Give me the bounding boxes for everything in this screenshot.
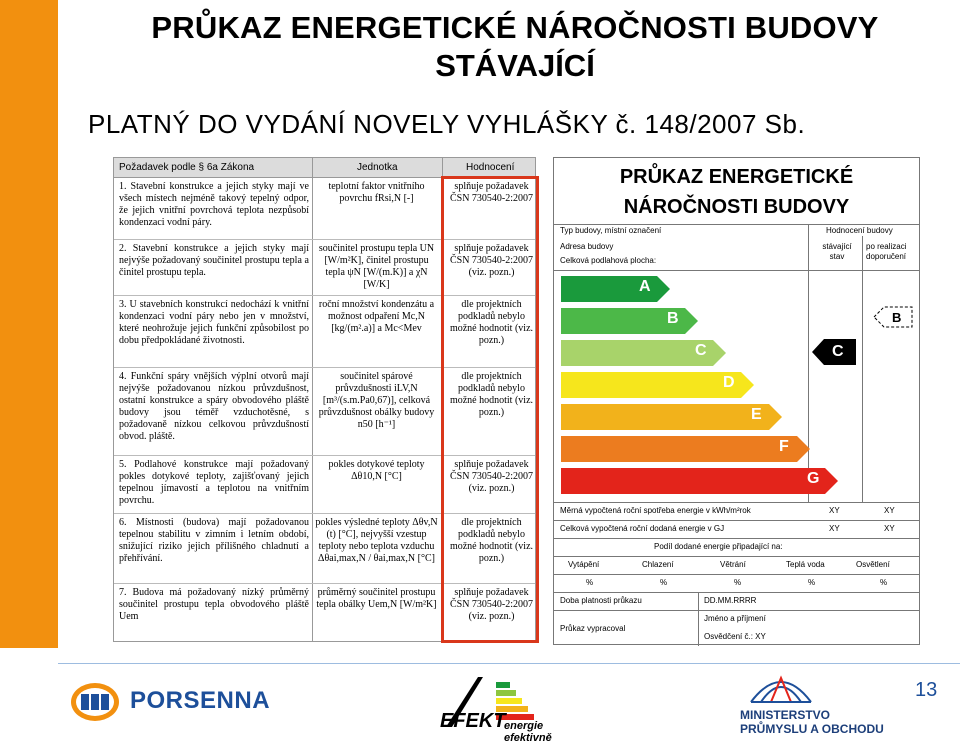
building-type-label: Typ budovy, místní označení [560,226,662,235]
table-row: 4. Funkční spáry vnějších výplní otvorů mají nejvýše požadovanou nízkou průvzdušnost, ostatní konstrukce a spáry obvodového pláště budovy jsou téměř vzduchotěsné, s požadovaně nízkou celkovou průvzdušností obvod. pláště. součinitel spárové průvzdušnosti iLV,N [m³/(s.m.Pa0,67)], celková průvzdušnost obálky budovy n50 [h⁻¹] dle projektních podkladů nebylo možné hodnotit (viz. pozn.) [114,368,535,456]
table-header [114,158,535,178]
rating-column-highlight [441,176,539,643]
energy-class-b: B [561,308,699,330]
energy-class-e: E [561,404,783,426]
validity-value: DD.MM.RRRR [704,596,757,605]
energy-class-f: F [561,436,811,458]
header-unit: Jednotka [357,162,398,173]
footer-divider [58,663,960,664]
efekt-logo: EFEKT energie efektivně [438,672,578,736]
total-energy-label: Celková vypočtená roční dodaná energie v GJ [560,524,725,533]
rating-header: Hodnocení budovy [826,226,893,235]
page-number: 13 [915,679,938,701]
energy-class-d: D [561,372,755,394]
issuer-name: Jméno a příjmení [704,614,766,623]
issuer-label: Průkaz vypracoval [560,624,626,633]
issuer-certificate: Osvědčení č.: XY [704,632,766,641]
energy-class-c: C [561,340,727,362]
porsenna-logo: PORSENNA [70,682,250,722]
page-title: PRŮKAZ ENERGETICKÉ NÁROČNOSTI BUDOVY [151,10,879,45]
header-requirement: Požadavek podle § 6a Zákona [119,162,255,173]
energy-class-a: A [561,276,671,298]
table-row: 5. Podlahové konstrukce mají požadovaný pokles dotykové teploty, zajišťovaný jejich tepelnou jímavostí a teplotou na vnitřním povrchu. pokles dotykové teploty Δθ10,N [°C] splňuje požadavek ČSN 730540-2:2007 (viz. pozn.) [114,456,535,514]
floor-area-label: Celková podlahová plocha: [560,256,657,265]
validity-label: Doba platnosti průkazu [560,596,642,605]
recommended-class-indicator: B [872,305,914,331]
current-state-header: stávající stav [822,242,852,261]
certificate-title: PRŮKAZ ENERGETICKÉ NÁROČNOSTI BUDOVY [619,166,854,218]
table-row: 6. Místnosti (budova) mají požadovanou tepelnou stabilitu v zimním i letním období, snižující riziko jejich přílišného chladnutí a přehřívání. pokles výsledné teploty Δθv,N (t) [°C], nejvyšší vzestup teploty nebo teplota vzduchu Δθai,max,N / θai,max,N [°C] dle projektních podkladů nebylo možné hodnotit (viz. pozn.) [114,514,535,584]
table-row: 7. Budova má požadovaný nízký průměrný součinitel prostupu tepla obvodového pláště Uem průměrný součinitel prostupu tepla obálky Uem,N [W/m²K] splňuje požadavek ČSN 730540-2:2007 (viz. pozn.) [119,587,534,622]
current-class-indicator: C [812,339,856,367]
table-row: 3. U stavebních konstrukcí nedochází k vnitřní kondenzaci vodní páry nebo jen v množství, které neohrožuje jejich funkční způsobilost po dobu předpokládané životnosti. roční množství kondenzátu a možnost odpaření Mc,N [kg/(m².a)] a Mc<Mev dle projektních podkladů nebylo možné hodnotit (viz. pozn.) [114,296,535,368]
ministry-logo: MINISTERSTVO PRŮMYSLU A OBCHODU [738,668,888,740]
page-subtitle: PLATNÝ DO VYDÁNÍ NOVELY VYHLÁŠKY č. 148/2007 Sb. [88,109,806,139]
header-rating: Hodnocení [466,162,515,173]
address-label: Adresa budovy [560,242,614,251]
table-row: 1. Stavební konstrukce a jejich styky mají ve všech místech nejméně takový tepelný odpor, že jejich vnitřní povrchová teplota nezpůsobí kondenzaci vodní páry. teplotní faktor vnitřního povrchu fRsi,N [-] splňuje požadavek ČSN 730540-2:2007 [114,178,535,240]
page-title-line2: STÁVAJÍCÍ [435,48,595,83]
energy-share-label: Podíl dodané energie připadající na: [654,542,783,551]
orange-side-bar [0,0,58,648]
table-row: 2. Stavební konstrukce a jejich styky mají nejvýše požadovaný součinitel prostupu tepla a činitel prostupu tepla. součinitel prostupu tepla UN [W/m²K], činitel prostupu tepla ψN [W/(m.K)] a χN [W/K] splňuje požadavek ČSN 730540-2:2007 (viz. pozn.) [114,240,535,296]
after-recommendation-header: po realizaci doporučení [866,242,907,261]
measured-consumption-label: Měrná vypočtená roční spotřeba energie v kWh/m²rok [560,506,751,515]
energy-class-g: G [561,468,839,490]
energy-certificate: PRŮKAZ ENERGETICKÉ NÁROČNOSTI BUDOVY Typ budovy, místní označení Adresa budovy Celková podlahová plocha: Hodnocení budovy stávající stav po realizaci doporučení A B C D E F G C B Měrná vypočtená roční spotřeba energie v kWh/m²rok XY XY Celková vypočtená roční dodaná energie v GJ XY XY Podíl dodané energie připadající na: Vytápění Chlazení Větrání Teplá voda Osvětlení % % % % % Doba platnosti průkazu DD.MM.RRRR Jméno a příjmení Průkaz vypracoval Osvědčení č.: XY [553,157,920,645]
